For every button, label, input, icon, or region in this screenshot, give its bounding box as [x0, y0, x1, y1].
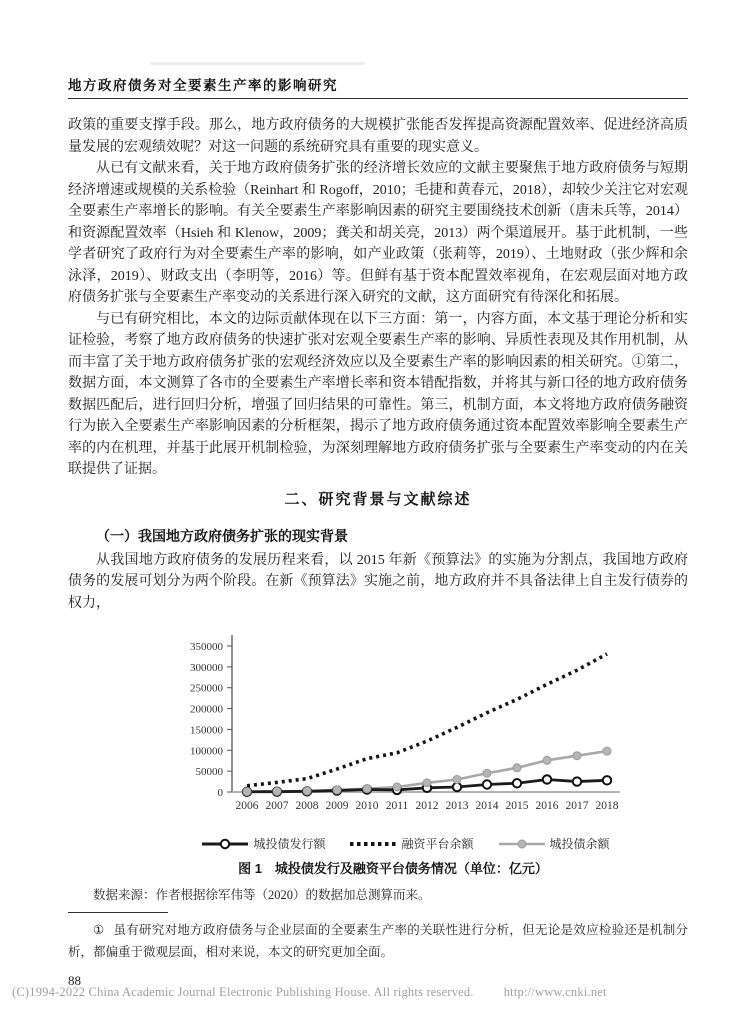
- footnote-separator: [68, 912, 168, 913]
- legend-item-issuance: [201, 835, 325, 852]
- page-content: [68, 0, 688, 989]
- copyright-footer: [12, 985, 607, 1000]
- figure-caption: 图 1 城投债发行及融资平台债务情况（单位：亿元）: [238, 861, 548, 876]
- footnote-text: 虽有研究对地方政府债务与企业层面的全要素生产率的关联性进行分析，但无论是效应检验还是机制分析，都偏重于微观层面，相对来说，本文的研究更加全面。: [68, 923, 688, 959]
- svg-text:2010: 2010: [355, 800, 379, 812]
- legend-item-bond-balance: [498, 835, 610, 852]
- svg-text:2011: 2011: [385, 800, 409, 812]
- footnote-marker: ①: [93, 923, 105, 937]
- svg-text:300000: 300000: [190, 661, 223, 674]
- svg-text:2018: 2018: [595, 800, 619, 812]
- subsection-heading: （一）我国地方政府债务扩张的现实背景: [96, 527, 348, 544]
- svg-text:2017: 2017: [565, 800, 589, 812]
- svg-text:350000: 350000: [190, 641, 223, 653]
- legend-label-issuance: 城投债发行额: [253, 837, 326, 851]
- svg-text:2016: 2016: [535, 800, 559, 812]
- cnki-url: http://www.cnki.net: [503, 985, 607, 999]
- chart-legend: [68, 835, 688, 852]
- svg-text:2015: 2015: [505, 800, 529, 812]
- paragraph-contributions: 与已有研究相比，本文的边际贡献体现在以下三方面：第一，内容方面，本文基于理论分析和实证检验，考察了地方政府债务的快速扩张对宏观全要素生产率的影响、异质性表现及其作用机制，从而丰富了关于地方政府债务扩张的宏观经济效应以及全要素生产率的影响因素的相关研究。①第二，数据方面，本文测算了各市的全要素生产率增长率和资本错配指数，并将其与新口径的地方政府债务数据匹配后，进行回归分析，增强了回归结果的可靠性。第三，机制方面，本文将地方政府债务融资行为嵌入全要素生产率影响因素的分析框架，揭示了地方政府债务通过资本配置效率影响全要素生产率的内在机理，并基于此展开机制检验，为深刻理解地方政府债务扩张与全要素生产率变动的内在关联提供了证据。: [68, 311, 688, 477]
- svg-text:150000: 150000: [190, 724, 223, 737]
- legend-item-platform-balance: [349, 835, 473, 852]
- svg-text:50000: 50000: [195, 766, 223, 779]
- legend-label-bond-balance: 城投债余额: [549, 837, 610, 851]
- footnote-1: [68, 920, 688, 963]
- legend-marker-solid-filled-circle-icon: [498, 838, 546, 850]
- copyright-text: (C)1994-2022 China Academic Journal Electronic Publishing House. All rights reserved.: [12, 985, 474, 999]
- header-rule: [68, 98, 688, 99]
- svg-text:0: 0: [217, 787, 223, 799]
- svg-text:100000: 100000: [190, 745, 223, 758]
- figure-1: [68, 622, 688, 903]
- running-head-title: 地方政府债务对全要素生产率的影响研究: [68, 78, 338, 93]
- paragraph-literature: 从已有文献来看，关于地方政府债务扩张的经济增长效应的文献主要聚焦于地方政府债务与短期经济增速或规模的关系检验（Reinhart 和 Rogoff，2010；毛捷和黄春元，2018），却较少关注它对宏观全要素生产率增长的影响。有关全要素生产率影响因素的研究主要围绕技术创新（唐未兵等，2014）和资源配置效率（Hsieh 和 Klenow，2009；龚关和胡关亮，2013）两个渠道展开。基于此机制，一些学者研究了政府行为对全要素生产率的影响，如产业政策（张莉等，2019）、土地财政（张少辉和余泳泽，2019）、财政支出（李明等，2016）等。但鲜有基于资本配置效率视角，在宏观层面对地方政府债务扩张与全要素生产率变动的关系进行深入研究的文献，这方面研究有待深化和拓展。: [68, 161, 688, 305]
- section-heading: 二、研究背景与文献综述: [284, 490, 472, 508]
- svg-text:2012: 2012: [415, 800, 439, 812]
- page-number: 88: [68, 973, 81, 989]
- legend-marker-solid-open-circle-icon: [201, 838, 249, 850]
- svg-text:2014: 2014: [475, 800, 499, 812]
- svg-text:2008: 2008: [295, 800, 319, 812]
- svg-text:250000: 250000: [190, 682, 223, 695]
- svg-text:200000: 200000: [190, 703, 223, 716]
- svg-text:2006: 2006: [235, 800, 259, 812]
- paragraph-background: 从我国地方政府债务的发展历程来看，以 2015 年新《预算法》的实施为分割点，我国地方政府债务的发展可划分为两个阶段。在新《预算法》实施之前，地方政府并不具备法律上自主发行债券的权力，: [68, 552, 688, 611]
- line-chart: [168, 622, 688, 832]
- legend-label-platform-balance: 融资平台余额: [401, 837, 474, 851]
- figure-source-note: 数据来源：作者根据徐军伟等（2020）的数据加总测算而来。: [93, 888, 431, 902]
- svg-text:2009: 2009: [325, 800, 349, 812]
- paragraph-continuation: 政策的重要支撑手段。那么，地方政府债务的大规模扩张能否发挥提高资源配置效率、促进经济高质量发展的宏观绩效呢？对这一问题的系统研究具有重要的现实意义。: [68, 118, 688, 155]
- legend-marker-dotted-icon: [349, 838, 397, 850]
- svg-text:2013: 2013: [445, 800, 469, 812]
- svg-text:2007: 2007: [265, 800, 289, 812]
